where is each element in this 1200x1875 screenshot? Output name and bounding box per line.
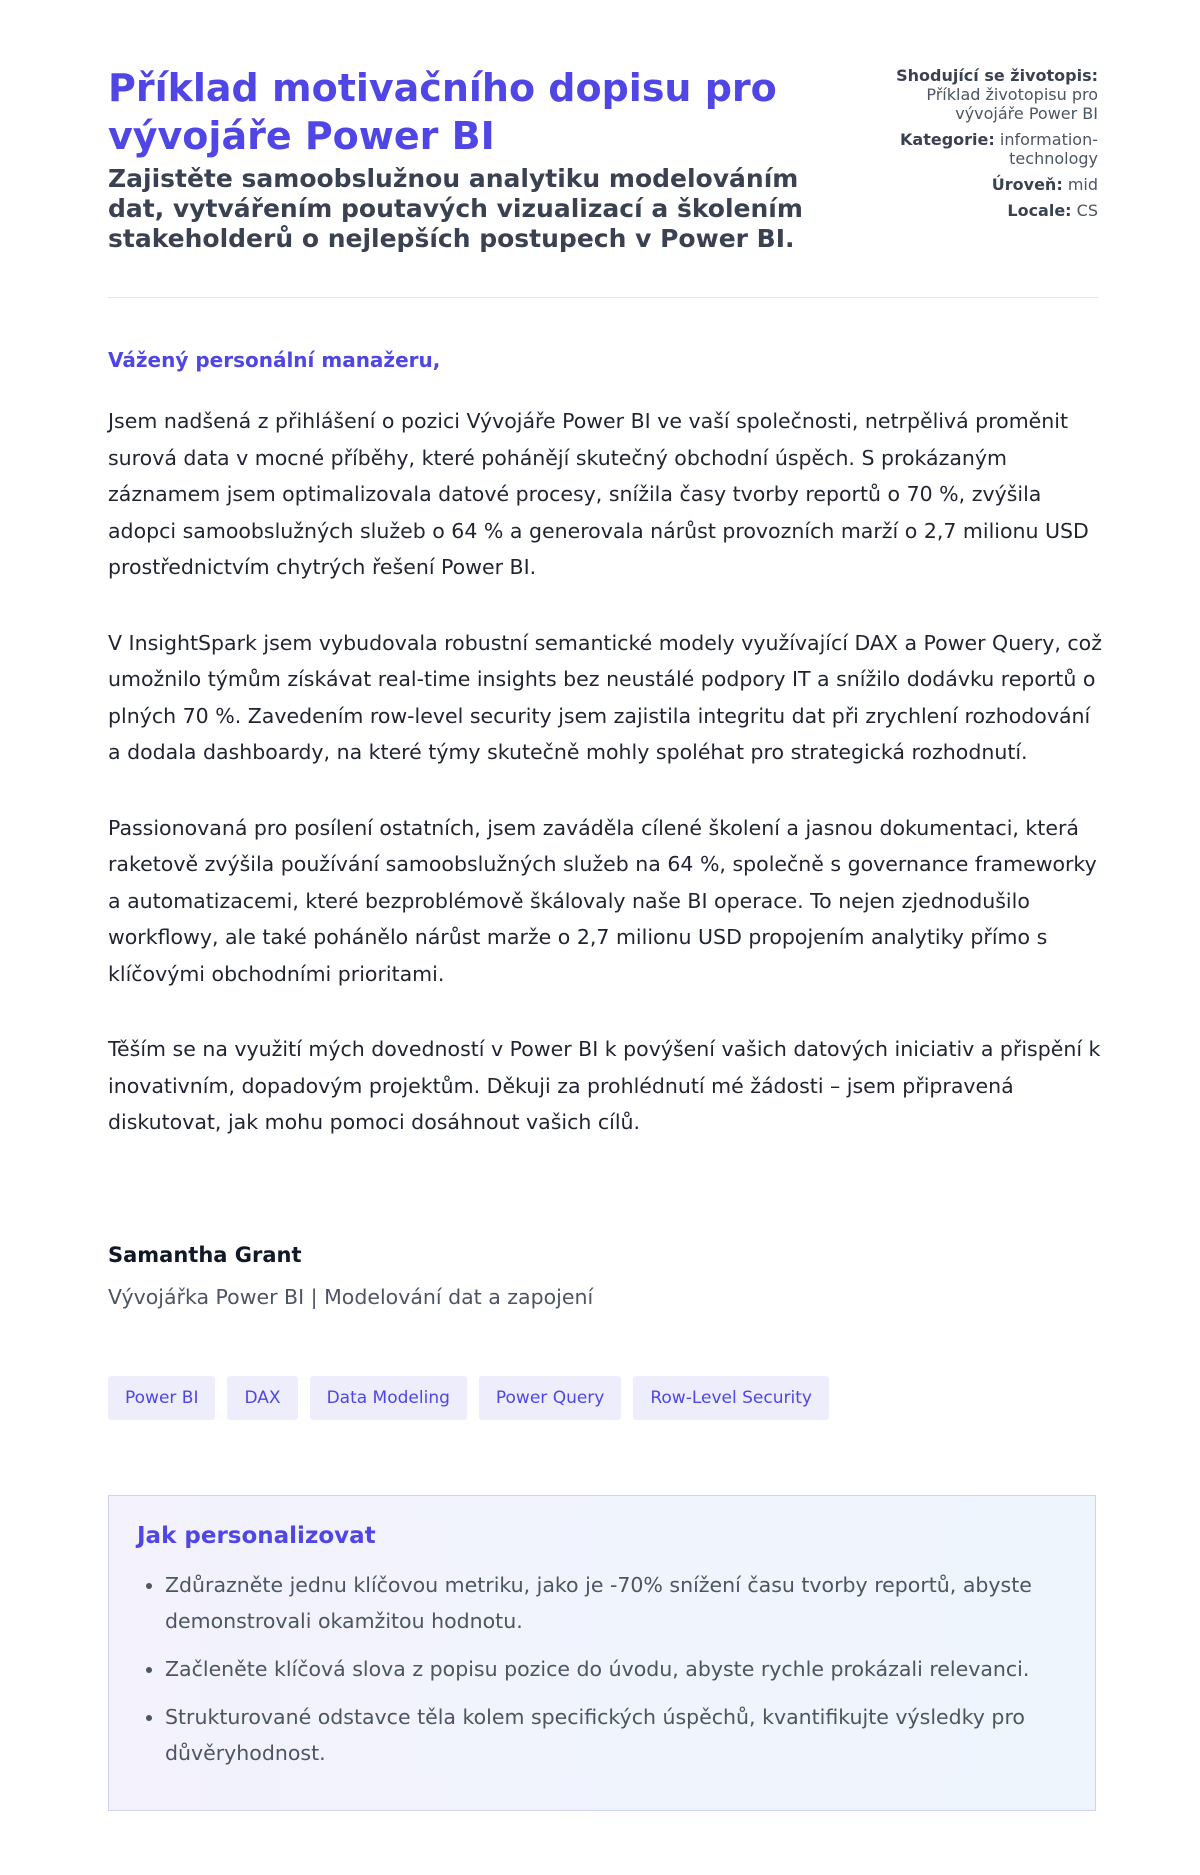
meta-matching-value: Příklad životopisu pro vývojáře Power BI <box>926 85 1098 123</box>
meta-level <box>868 175 1098 194</box>
tip-item: • Strukturované odstavce těla kolem specifických úspěchů, kvantifikujte výsledky pro důvěryhodnost. <box>165 1699 1067 1771</box>
letter-body <box>108 403 1103 1180</box>
signature-name: Samantha Grant <box>108 1243 302 1267</box>
header <box>108 64 1098 254</box>
skill-tag: Power BI <box>108 1376 215 1420</box>
tips-title: Jak personalizovat <box>137 1523 376 1549</box>
meta-locale-label: Locale: <box>1007 201 1072 220</box>
page-subtitle: Zajistěte samoobslužnou analytiku modelováním dat, vytvářením poutavých vizualizací a školením stakeholderů o nejlepších postupech v Power BI. <box>108 164 803 253</box>
letter-paragraph: Passionovaná pro posílení ostatních, jsem zaváděla cílené školení a jasnou dokumentaci, která raketově zvýšila používání samoobslužných služeb na 64 %, společně s governance frameworky a automatizacemi, které bezproblémově škálovaly naše BI operace. To nejen zjednodušilo workflowy, ale také pohánělo nárůst marže o 2,7 milionu USD propojením analytiky přímo s klíčovými obchodními prioritami. <box>108 815 1097 986</box>
meta-category <box>868 130 1098 168</box>
skill-tags <box>108 1376 841 1420</box>
header-divider <box>108 297 1098 298</box>
letter-paragraph: Těším se na využití mých dovedností v Power BI k povýšení vašich datových iniciativ a přispění k inovativním, dopadovým projektům. Děkuji za prohlédnutí mé žádosti – jsem připravená diskutovat, jak mohu pomoci dosáhnout vašich cílů. <box>108 1037 1101 1134</box>
meta-level-value: mid <box>1067 175 1098 194</box>
skill-tag: Data Modeling <box>310 1376 467 1420</box>
skill-tag: Row-Level Security <box>633 1376 829 1420</box>
meta-category-label: Kategorie: <box>900 130 995 149</box>
tip-item: • Zdůrazněte jednu klíčovou metriku, jako je -70% snížení času tvorby reportů, abyste demonstrovali okamžitou hodnotu. <box>165 1567 1067 1639</box>
meta-matching-label: Shodující se životopis: <box>896 66 1098 85</box>
tip-item: • Začleněte klíčová slova z popisu pozice do úvodu, abyste rychle prokázali relevanci. <box>165 1651 1067 1687</box>
tips-list <box>137 1567 1067 1771</box>
meta-panel <box>868 66 1098 227</box>
letter-greeting: Vážený personální manažeru, <box>108 348 441 372</box>
letter-paragraph: V InsightSpark jsem vybudovala robustní semantické modely využívající DAX a Power Query, což umožnilo týmům získávat real-time insights bez neustálé podpory IT a snížilo dodávku reportů o plných 70 %. Zavedením row-level security jsem zajistila integritu dat při zrychlení rozhodování a dodala dashboardy, na které týmy skutečně mohly spoléhat pro strategická rozhodnutí. <box>108 630 1102 764</box>
meta-locale-value: CS <box>1076 201 1098 220</box>
meta-matching-resume <box>868 66 1098 123</box>
meta-locale <box>868 201 1098 220</box>
meta-level-label: Úroveň: <box>991 175 1063 194</box>
letter-paragraph: Jsem nadšená z přihlášení o pozici Vývojáře Power BI ve vaší společnosti, netrpělivá proměnit surová data v mocné příběhy, které pohánějí skutečný obchodní úspěch. S prokázaným záznamem jsem optimalizovala datové procesy, snížila časy tvorby reportů o 70 %, zvýšila adopci samoobslužných služeb o 64 % a generovala nárůst provozních marží o 2,7 milionu USD prostřednictvím chytrých řešení Power BI. <box>108 409 1089 579</box>
signature-role: Vývojářka Power BI | Modelování dat a zapojení <box>108 1285 594 1309</box>
personalization-tips <box>108 1495 1096 1811</box>
page-title: Příklad motivačního dopisu pro vývojáře Power BI <box>108 66 777 158</box>
skill-tag: DAX <box>227 1376 297 1420</box>
skill-tag: Power Query <box>479 1376 621 1420</box>
meta-category-value: information-technology <box>999 130 1098 168</box>
